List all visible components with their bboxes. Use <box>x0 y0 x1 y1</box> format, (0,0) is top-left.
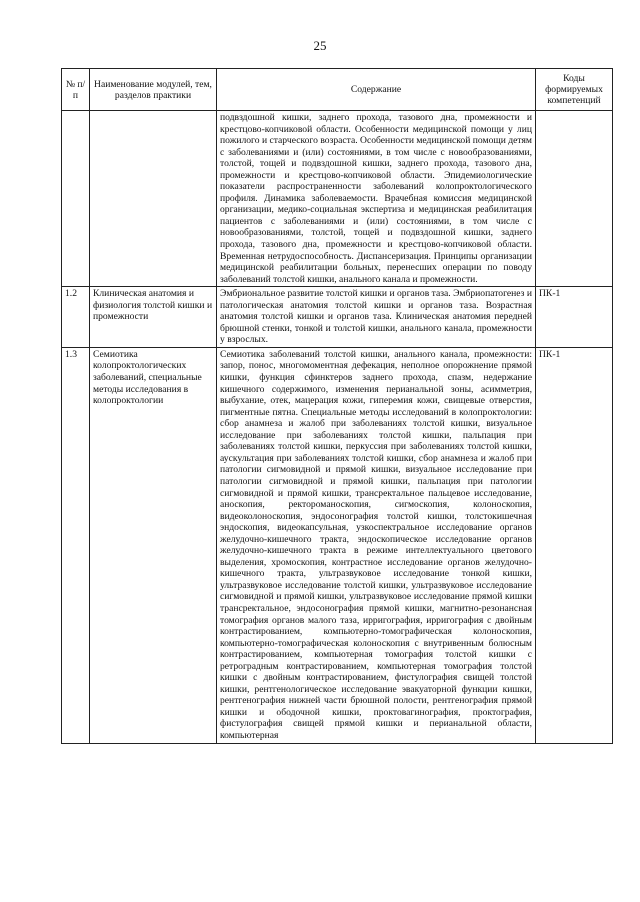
row-name: Семиотика колопроктологических заболеваний, специальные методы исследования в колопроктологии <box>90 347 217 743</box>
row-content: Эмбриональное развитие толстой кишки и органов таза. Эмбриопатогенез и патологическая анатомия толстой кишки и органов таза. Возрастная анатомия толстой кишки и органов таза. Клиническая анатомия передней брюшной стенки, тонкой и толстой кишки, анального канала, промежности у взрослых. <box>217 287 536 348</box>
table-row <box>62 111 613 287</box>
row-content: подвздошной кишки, заднего прохода, тазового дна, промежности и крестцово-копчиковой области. Особенности медицинской помощи у лиц пожилого и старческого возраста. Особенности медицинской помощи детям с заболеваниями и (или) состояниями, в том числе с новообразованиями, толстой, тощей и подвздошной кишки, заднего прохода, тазового дна, промежности и крестцово-копчиковой области. Эпидемиологические показатели распространенности заболеваний колопроктологического профиля. Динамика заболеваемости. Врачебная комиссия медицинской организации, медико-социальная экспертиза и медицинская реабилитация пациентов с заболеваниями и (или) состояниями, в том числе с новообразованиями, толстой, тощей и подвздошной кишки, заднего прохода, тазового дна, промежности и крестцово-копчиковой области. Временная нетрудоспособность. Диспансеризация. Принципы организации медицинской реабилитации больных, перенесших операции по поводу заболеваний толстой кишки, анального канала и промежности. <box>217 111 536 287</box>
row-code <box>536 111 613 287</box>
table-row <box>62 287 613 348</box>
header-name: Наименование модулей, тем, разделов практики <box>90 69 217 111</box>
header-codes: Коды формируемых компетенций <box>536 69 613 111</box>
curriculum-table <box>61 68 613 744</box>
page-number: 25 <box>313 38 327 53</box>
row-code: ПК-1 <box>536 347 613 743</box>
row-name <box>90 111 217 287</box>
header-content: Содержание <box>217 69 536 111</box>
row-num: 1.3 <box>62 347 90 743</box>
row-content: Семиотика заболеваний толстой кишки, анального канала, промежности: запор, понос, многомоментная дефекация, неполное опорожнение прямой кишки, функция сфинктеров заднего прохода, спазм, недержание кишечного содержимого, изменения перианальной зоны, асимметрия, выбухание, отек, мацерация кожи, гиперемия кожи, свищевые отверстия, пигментные пятна. Специальные методы исследований в колопроктологии: сбор анамнеза и жалоб при заболеваниях толстой кишки, визуальное исследование при заболеваниях толстой кишки, пальпация при заболеваниях толстой кишки, перкуссия при заболеваниях толстой кишки, аускультация при заболеваниях толстой кишки, сбор анамнеза и жалоб при патологии сигмовидной и прямой кишки, визуальное исследование при патологии сигмовидной и прямой кишки, пальпация при патологии сигмовидной и прямой кишки, трансректальное пальцевое исследование, аноскопия, ректороманоскопия, сигмоскопия, колоноскопия, видеоколоноскопия, эндосонография толстой кишки, толстокишечная эндоскопия, видеокапсульная, узкоспектральное исследование органов желудочно-кишечного тракта, эндоскопическое исследование органов желудочно-кишечного тракта в режиме интеллектуального цветового выделения, хромоскопия, контрастное исследование органов желудочно-кишечного тракта, ультразвуковое исследование тонкой кишки, ультразвуковое исследование толстой кишки, ультразвуковое исследование сигмовидной и прямой кишки, ультразвуковое исследование прямой кишки трансректальное, эндосонография прямой кишки, магнитно-резонансная томография органов малого таза, ирригография, ирригография с двойным контрастированием, компьютерно-томографическая колоноскопия, компьютерно-томографическая колоноскопия с внутривенным болюсным контрастированием, компьютерная томография толстой кишки с ретроградным контрастированием, компьютерная томография толстой кишки с двойным контрастированием, фистулография свищей толстой кишки, рентгенологическое исследование эвакуаторной функции кишки, рентгенография нижней части брюшной полости, рентгенография прямой кишки и ободочной кишки, проктовагинография, проктография, фистулография свищей прямой кишки и перианальной области, компьютерная <box>217 347 536 743</box>
table-header-row <box>62 69 613 111</box>
row-name: Клиническая анатомия и физиология толстой кишки и промежности <box>90 287 217 348</box>
header-num: № п/п <box>62 69 90 111</box>
row-num <box>62 111 90 287</box>
row-code: ПК-1 <box>536 287 613 348</box>
table-row <box>62 347 613 743</box>
row-num: 1.2 <box>62 287 90 348</box>
